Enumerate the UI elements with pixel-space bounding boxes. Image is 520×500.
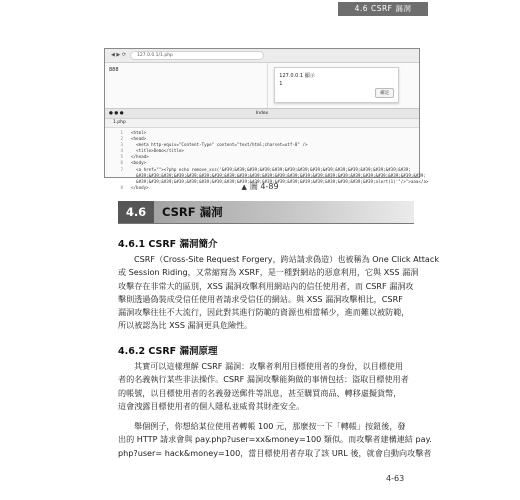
text-line: 出的 HTTP 請求會與 pay.php?user=xx&money=100 類似。而攻擊者建構連結 pay.	[118, 434, 432, 445]
code-text: <head>	[131, 136, 147, 142]
text-line: php?user= hack&money=100，當目標使用者存取了該 URL 後，就會自動向攻擊者	[118, 447, 432, 458]
code-text: &#39;&#39;&#39;&#39;&#39;&#39;&#39;&#39;&#39;&#39;&#39;&#39;&#39;&#39;&#39;&#39;&#39;&#39;&#39;alert(1)'"/>">aaa</a>	[131, 178, 429, 184]
caption-text: 圖 4-89	[249, 182, 279, 191]
text-line: 所以被認為比 XSS 漏洞更具危險性。	[118, 320, 253, 331]
browser-toolbar	[105, 49, 419, 63]
code-text: <html>	[131, 130, 147, 135]
line-number: 5	[120, 154, 123, 160]
dialog-ok-button: 確定	[375, 88, 394, 98]
text-line: 其實可以這樣理解 CSRF 漏洞：攻擊者利用目標使用者的身份，以目標使用	[134, 361, 404, 371]
line-number: 8	[120, 184, 123, 190]
code-text: &#39;&#39;&#39;&#39;&#39;&#39;&#39;&#39;&#39;&#39;&#39;&#39;&#39;&#39;&#39;&#39;&#39;&#39;&#39;&#39;&#39;&#39;&#39;	[131, 172, 426, 178]
text-line: 漏洞攻擊往往不大流行，因此對其進行防範的資源也相當稀少，進而難以被防範，	[118, 307, 410, 318]
paragraph-example	[118, 420, 432, 460]
subsection-heading-1: 4.6.1 CSRF 漏洞簡介	[118, 239, 218, 250]
text-line: 的帳號，以目標使用者的名義發送郵件等訊息，甚至購買商品、轉移虛擬貨幣，	[118, 387, 402, 398]
text-line: 舉個例子，你想給某位使用者轉帳 100 元，那麼按一下「轉帳」按鈕後，發	[134, 421, 406, 431]
figure-caption	[0, 178, 520, 192]
code-text: <a href=""><?php echo remove_xss('&#39;&#39;&#39;&#39;&#39;&#39;&#39;&#39;&#39;&#39;&#39;&#39;&#39;&#39;&#39;	[131, 166, 411, 172]
text-line: 者的名義執行某些非法操作。CSRF 漏洞攻擊能夠做的事情包括：盜取目標使用者	[118, 374, 409, 385]
devtools-title: Index	[255, 111, 269, 116]
nav-icons: ◀ ▶ ⟳	[111, 52, 127, 58]
paragraph-intro	[118, 253, 440, 333]
code-text: </head>	[131, 154, 149, 160]
text-line: 擊則透過偽裝成受信任使用者請求受信任的網站。與 XSS 漏洞攻擊相比，CSRF	[118, 293, 403, 304]
address-bar: 127.0.0.1/1.php	[130, 51, 264, 60]
text-line: CSRF（Cross-Site Request Forgery，跨站請求偽造）也被稱為 One Click Attack	[134, 254, 440, 264]
subsection-heading-2: 4.6.2 CSRF 漏洞原理	[118, 346, 218, 357]
page-left-pane: 888	[105, 63, 268, 108]
dialog-value: 1	[279, 81, 283, 87]
section-banner	[118, 201, 414, 224]
line-number: 2	[120, 136, 123, 142]
window-controls-icon: ● ● ●	[109, 111, 124, 116]
code-text: <title>Demo</title>	[131, 148, 184, 154]
triangle-icon: ▲	[241, 183, 247, 191]
browser-panes	[105, 63, 419, 108]
code-text: </body>	[131, 184, 149, 190]
text-line: 這會洩露目標使用者的個人隱私並威脅其財產安全。	[118, 400, 305, 411]
code-text: <meta http-equiv="Content-Type" content="text/html;charset=utf-8" />	[131, 142, 308, 148]
text-line: 或 Session Riding，又常縮寫為 XSRF，是一種對網站的惡意利用，它與 XSS 漏洞	[118, 267, 419, 278]
section-title: CSRF 漏洞	[162, 205, 223, 219]
running-header: 4.6 CSRF 漏洞	[338, 2, 428, 16]
page-number: 4-63	[386, 474, 405, 483]
paragraph-principle	[118, 360, 414, 413]
devtools-tab: 1.php	[105, 119, 419, 128]
devtools-titlebar	[105, 108, 419, 119]
text-line: 攻擊存在非常大的區別，XSS 漏洞攻擊利用網站內的信任使用者，而 CSRF 漏洞攻	[118, 280, 414, 291]
line-number: 4	[120, 148, 123, 154]
section-number: 4.6	[118, 201, 154, 223]
page-right-pane	[268, 63, 419, 108]
line-number: 1	[120, 130, 123, 135]
line-number: 3	[120, 142, 123, 148]
alert-dialog	[274, 67, 399, 103]
dialog-title: 127.0.0.1 顯示	[279, 73, 315, 79]
code-text: <body>	[131, 160, 147, 166]
line-number: 6	[120, 160, 123, 166]
line-number: 7	[120, 166, 123, 172]
